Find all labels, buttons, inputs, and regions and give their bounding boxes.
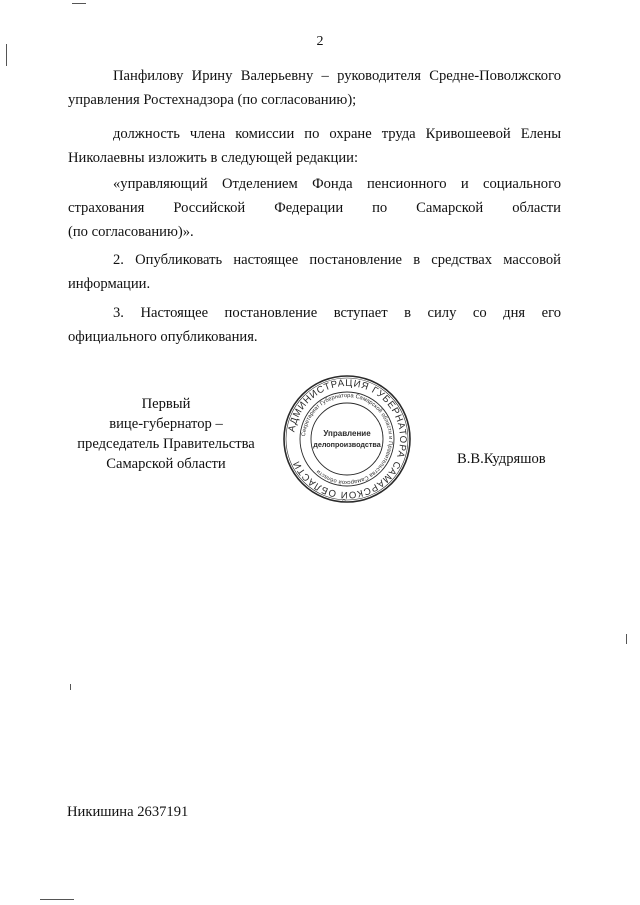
scan-mark	[72, 3, 86, 4]
scan-mark	[6, 44, 7, 66]
text-line: информации.	[68, 276, 151, 292]
text-line: Панфилову Ирину Валерьевну – руководителя Средне-Поволжского	[113, 68, 561, 84]
executor-note: Никишина 2637191	[67, 804, 189, 820]
paragraph-effective-cont	[68, 325, 561, 349]
paragraph-publish	[68, 248, 561, 272]
position-line: Первый	[141, 396, 191, 412]
text-line: 3. Настоящее постановление вступает в силу со дня его	[113, 305, 561, 321]
stamp-center-line: Управление	[323, 429, 371, 438]
text-line: официального опубликования.	[68, 329, 258, 345]
paragraph-effective	[68, 301, 561, 325]
paragraph-new-wording-cont	[68, 196, 561, 220]
paragraph-panfilova	[68, 64, 561, 88]
position-line: председатель Правительства	[77, 436, 255, 452]
text-line: должность члена комиссии по охране труда Кривошеевой Елены	[113, 126, 561, 142]
text-line: (по согласованию)».	[68, 224, 194, 240]
paragraph-commission-member	[68, 122, 561, 146]
text-line: управления Ростехнадзора (по согласованию);	[68, 92, 357, 108]
text-line: 2. Опубликовать настоящее постановление в средствах массовой	[113, 252, 561, 268]
position-line: вице-губернатор –	[109, 416, 223, 432]
paragraph-new-wording	[68, 172, 561, 196]
stamp-center-line: делопроизводства	[313, 440, 381, 449]
position-line: Самарской области	[106, 456, 226, 472]
official-stamp	[281, 373, 413, 505]
text-line: Николаевны изложить в следующей редакции:	[68, 150, 359, 166]
scan-mark	[70, 684, 71, 690]
paragraph-commission-member-cont	[68, 146, 561, 170]
scan-mark	[626, 634, 627, 644]
text-line: страхования Российской Федерации по Самарской области	[68, 200, 561, 216]
paragraph-new-wording-end	[68, 220, 561, 244]
paragraph-publish-cont	[68, 272, 561, 296]
paragraph-panfilova-cont	[68, 88, 561, 112]
signatory-position	[60, 394, 272, 474]
stamp-outer-text: АДМИНИСТРАЦИЯ ГУБЕРНАТОРА САМАРСКОЙ ОБЛАСТИ	[286, 377, 409, 501]
stamp-inner-text: Секретариат Губернатора Самарской области и Правительства Самарской области	[301, 392, 394, 486]
scan-mark	[40, 899, 74, 900]
text-line: «управляющий Отделением Фонда пенсионного и социального	[113, 176, 561, 192]
signatory-name: В.В.Кудряшов	[457, 451, 546, 467]
page-number: 2	[316, 34, 324, 49]
